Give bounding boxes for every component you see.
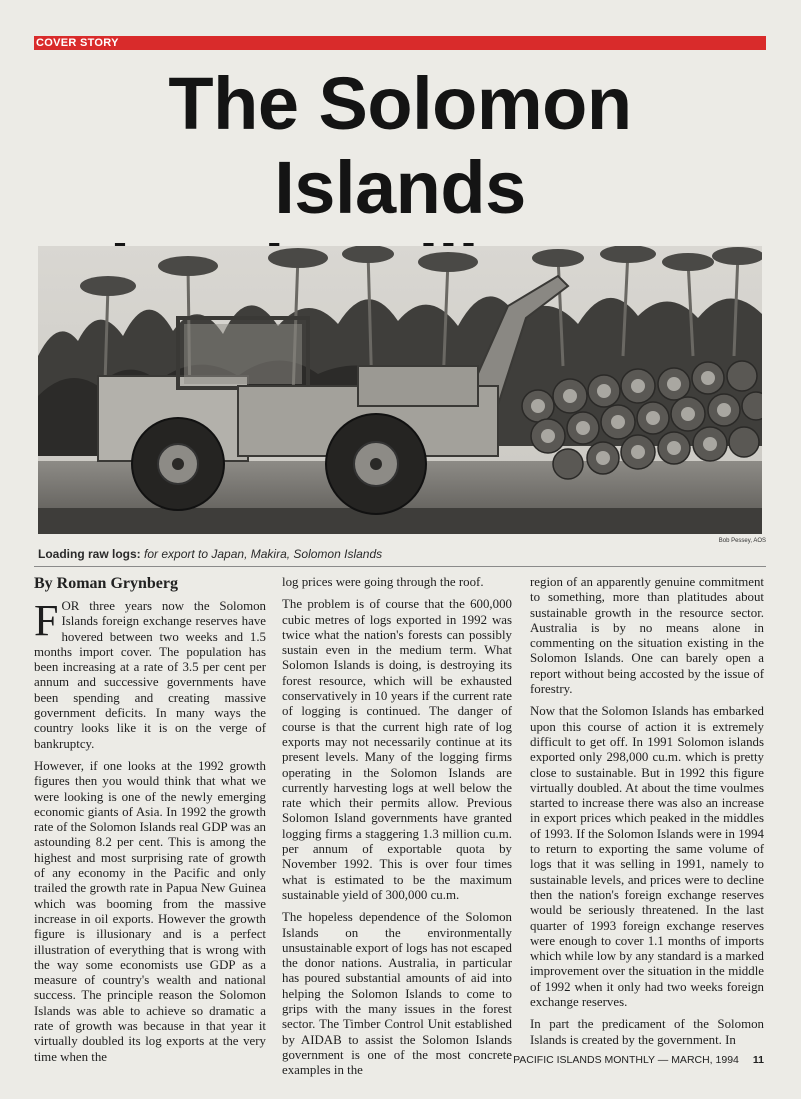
paragraph: The hopeless dependence of the Solomon Islands on the environmentally unsustainable export of logs has not escaped the donor nations. Australia, in particular has poured substantial amounts of aid into helping the Solomon Islands to come to grips with the many issues in the forest sector. The Timber Control Unit established by AIDAB to assist the Solomon Islands government is one of the most concrete examples in the <box>282 910 512 1078</box>
paragraph: However, if one looks at the 1992 growth figures then you would think that what we were looking is one of the newly emerging economic giants of Asia. In 1992 the growth rate of the Solomon Islands real GDP was an astounding 8.2 per cent. This is among the highest and most surprising rate of growth of any economy in the Pacific and only trailed the growth rate in Papua New Guinea which was booming from the massive increase in oil exports. However the growth figure is illusionary and is a perfect illustration of everything that is wrong with the way some economists use GDP as a measure of country's wealth and national success. The principle reason the Solomon Islands was able to achieve so dramatic a rate of growth was because in that year it virtually doubled its log exports at the very time when the <box>34 758 266 1064</box>
paragraph-text: OR three years now the Solomon Islands foreign exchange reserves have hovered between two weeks and 1.5 months import cover. The population has been increasing at a rate of 3.5 per cent per annum and successive governments have been spending and creating massive government deficits. In many ways the country looks like it is on the verge of bankruptcy. <box>34 599 266 751</box>
caption-divider <box>34 566 766 567</box>
section-header-bar <box>34 36 766 50</box>
article-column-1 <box>34 575 266 1072</box>
drop-cap: F <box>34 596 59 645</box>
paragraph: log prices were going through the roof. <box>282 575 484 589</box>
article-column-2 <box>282 575 512 1086</box>
caption-text: for export to Japan, Makira, Solomon Islands <box>144 547 383 561</box>
paragraph: The problem is of course that the 600,000 cubic metres of logs exported in 1992 was twice what the nation's forests can possibly sustain even in the medium term. What Solomon Islands is doing, is destroying its forest resource, which will be exhausted conservatively in 10 years if the current rate of logging is continued. The danger of course is that the current high rate of log exports may not necessarily continue at its present levels. Many of the logging firms operating in the Solomon Islands are currently harvesting logs at well below the rate which their permits allow. Previous Solomon Island governments have granted logging firms a staggering 1.3 million cu.m. per annum of exportable quota by November 1992. This is over four times what is estimated to be the maximum sustainable yield of 300,000 cu.m. <box>282 597 512 902</box>
page-footer <box>480 1054 764 1066</box>
headline-line-1: The Solomon Islands <box>168 62 632 229</box>
paragraph <box>34 596 266 752</box>
article-column-3 <box>530 575 764 1055</box>
publication-info: PACIFIC ISLANDS MONTHLY — MARCH, 1994 <box>513 1054 739 1066</box>
article-photo <box>38 246 762 534</box>
paragraph: In part the predicament of the Solomon Islands is created by the government. In <box>530 1017 764 1047</box>
section-label: COVER STORY <box>36 37 119 49</box>
page-number: 11 <box>752 1054 764 1066</box>
photo-credit: Bob Pessey, AOS <box>718 538 766 544</box>
paragraph: Now that the Solomon Islands has embarked upon this course of action it is extremely difficult to get off. In 1991 Solomon islands exported only 298,000 cu.m. which is pretty close to sustainable. But in 1992 this figure virtually doubled. At about the time voulmes started to increase there was also an increase in export prices which peaked in the middles of 1993. If the Solomon Islands were in 1994 to return to exporting the same volume of logs that it was selling in 1991, namely to sustainable levels, and prices were to decline then the nation's foreign exchange reserves would be seriously threatened. In the last quarter of 1993 foreign exchange reserves were enough to cover 1.1 months of imports which while low by any standard is a marked improvement over the situation in the middle of 1992 when it only had two weeks foreign exchange reserves. <box>530 704 764 1010</box>
photo-caption <box>38 547 758 561</box>
caption-lead: Loading raw logs: <box>38 547 141 561</box>
byline: By Roman Grynberg <box>34 575 178 592</box>
paragraph: region of an apparently genuine commitment to something, more than platitudes about sustainable growth in the resource sector. Australia is by no means alone in commenting on the situation existing in the Solomon Islands. One can barely open a report without being accosted by the issue of forestry. <box>530 575 764 697</box>
